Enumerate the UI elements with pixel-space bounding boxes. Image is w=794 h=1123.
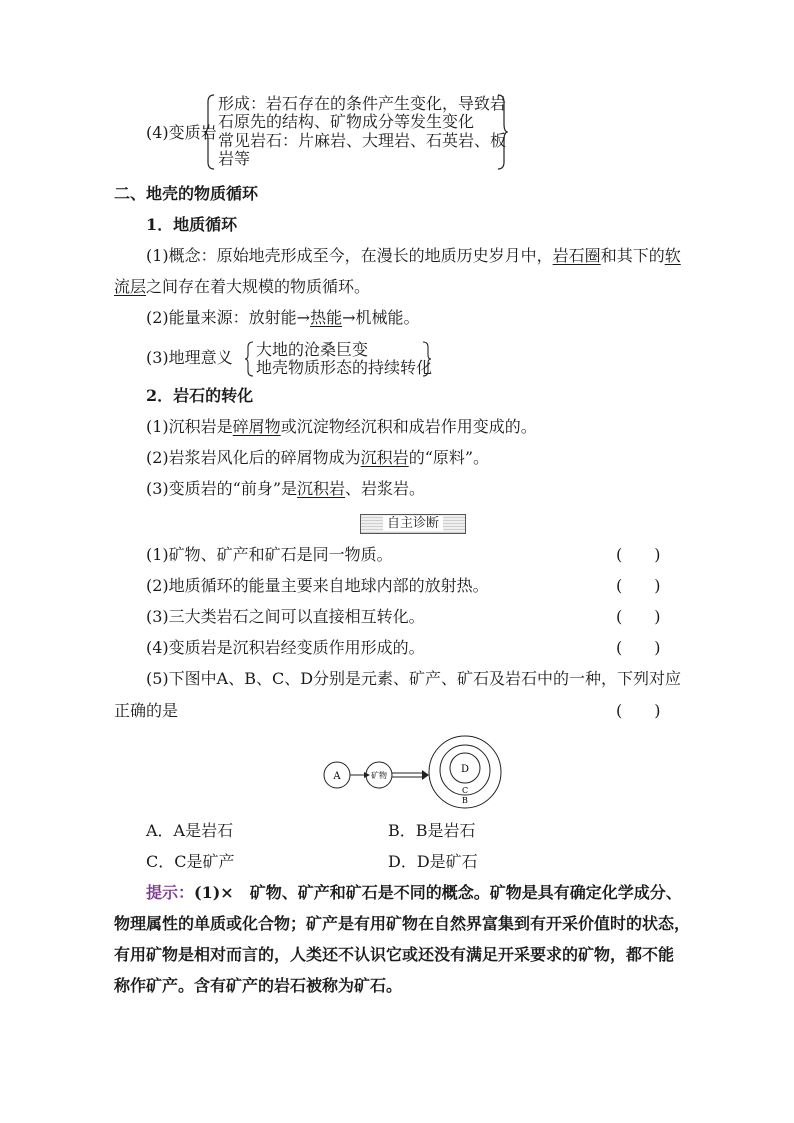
hint-line-3: 有用矿物是相对而言的，人类还不认识它或还没有满足开采要求的矿物，都不能 <box>114 945 675 964</box>
energy-text-b: →机械能。 <box>342 308 420 327</box>
label-c: C <box>461 786 469 795</box>
left-brace-icon <box>244 341 254 377</box>
left-brace-icon <box>204 94 216 170</box>
transform-line-3 <box>146 478 425 500</box>
section-title: 二、地壳的物质循环 <box>114 184 259 203</box>
subsection-geologic-cycle: 1．地质循环 <box>146 215 238 234</box>
significance-label: (3)地理意义 <box>146 348 233 367</box>
question-4: (4)变质岩是沉积岩经变质作用形成的。 <box>146 638 425 657</box>
self-diagnosis-banner <box>360 514 466 534</box>
transform-line-1 <box>146 416 537 438</box>
question-3: (3)三大类岩石之间可以直接相互转化。 <box>146 607 425 626</box>
concept-text-c: 之间存在着大规模的物质循环。 <box>146 277 371 296</box>
energy-line <box>146 307 420 329</box>
question-5-line-2: 正确的是 <box>114 701 179 720</box>
significance-2: 地壳物质形态的持续转化 <box>256 358 433 377</box>
label-d: D <box>460 764 470 775</box>
transform-line-2 <box>146 447 489 469</box>
arrowhead-1 <box>364 772 370 778</box>
significance-1: 大地的沧桑巨变 <box>256 340 369 359</box>
concept-text-b: 和其下的 <box>600 246 665 265</box>
answer-blank-3: ( ) <box>616 607 661 626</box>
t2-text-b: 的“原料”。 <box>408 448 490 467</box>
heat-energy-term: 热能 <box>310 308 343 327</box>
question-2: (2)地质循环的能量主要来自地球内部的放射热。 <box>146 576 489 595</box>
arrowhead-2 <box>422 770 429 780</box>
asthenosphere-term-1: 软 <box>664 246 681 265</box>
metamorphic-formation-1: 形成：岩石存在的条件产生变化，导致岩 <box>218 94 507 113</box>
label-mineral: 矿物 <box>371 771 387 780</box>
sedimentary-term: 沉积岩 <box>360 448 409 467</box>
t1-text-a: (1)沉积岩是 <box>146 417 233 436</box>
concept-text-a: (1)概念：原始地壳形成至今，在漫长的地质历史岁月中， <box>146 246 553 265</box>
option-c: C．C是矿产 <box>146 852 235 871</box>
answer-blank-2: ( ) <box>616 576 661 595</box>
question-5-line-1: (5)下图中A、B、C、D分别是元素、矿产、矿石及岩石中的一种，下列对应 <box>146 669 682 688</box>
concept-line-1 <box>146 245 681 267</box>
option-b: B．B是岩石 <box>388 821 476 840</box>
t3-text-b: 、岩浆岩。 <box>345 479 426 498</box>
label-b: B <box>462 796 468 805</box>
concept-line-2 <box>114 276 370 298</box>
t1-text-b: 或沉淀物经沉积和成岩作用变成的。 <box>280 417 537 436</box>
answer-blank-5: ( ) <box>616 701 661 720</box>
label-a: A <box>333 771 341 782</box>
question-1: (1)矿物、矿产和矿石是同一物质。 <box>146 545 393 564</box>
answer-blank-1: ( ) <box>616 545 661 564</box>
right-brace-icon <box>496 94 508 170</box>
hint-line-4: 称作矿产。含有矿产的岩石被称为矿石。 <box>114 976 403 995</box>
metamorphic-formation-2: 石原先的结构、矿物成分等发生变化 <box>218 112 475 131</box>
answer-blank-4: ( ) <box>616 638 661 657</box>
metamorphic-label: (4)变质岩 <box>146 123 217 142</box>
clastic-term: 碎屑物 <box>232 417 281 436</box>
mineral-relationship-diagram <box>318 734 508 810</box>
option-a: A．A是岩石 <box>146 821 234 840</box>
hint-text-1: (1)× 矿物、矿产和矿石是不同的概念。矿物是具有确定化学成分、 <box>194 883 682 902</box>
hint-label: 提示： <box>146 883 195 902</box>
lithosphere-term: 岩石圈 <box>552 246 601 265</box>
subsection-rock-transformation: 2．岩石的转化 <box>146 386 254 405</box>
asthenosphere-term-2: 流层 <box>114 277 147 296</box>
hint-line-1 <box>146 882 682 904</box>
banner-label: 自主诊断 <box>383 516 443 531</box>
hint-line-2: 物理属性的单质或化合物；矿产是有用矿物在自然界富集到有开采价值时的状态， <box>114 914 691 933</box>
option-d: D．D是矿石 <box>388 852 478 871</box>
right-brace-icon <box>422 341 432 377</box>
geographic-significance-block <box>146 340 436 378</box>
energy-text-a: (2)能量来源：放射能→ <box>146 308 311 327</box>
metamorphic-common-1: 常见岩石：片麻岩、大理岩、石英岩、板 <box>218 131 507 150</box>
t3-text-a: (3)变质岩的“前身”是 <box>146 479 298 498</box>
t2-text-a: (2)岩浆岩风化后的碎屑物成为 <box>146 448 361 467</box>
metamorphic-rock-block <box>146 92 526 172</box>
sedimentary-term-2: 沉积岩 <box>297 479 346 498</box>
metamorphic-common-2: 岩等 <box>218 149 251 168</box>
